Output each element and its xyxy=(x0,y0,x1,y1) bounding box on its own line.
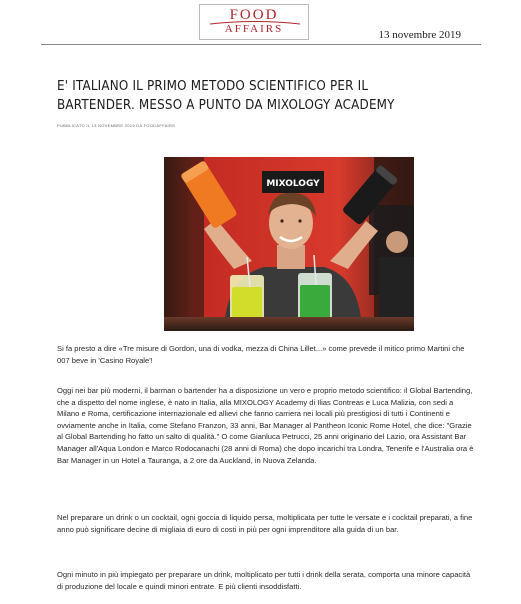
logo-word-affairs: AFFAIRS xyxy=(224,23,284,35)
article-headline: E' ITALIANO IL PRIMO METODO SCIENTIFICO PER IL BARTENDER. MESSO A PUNTO DA MIXOLOGY ACADEMY xyxy=(57,79,395,113)
food-affairs-logo[interactable] xyxy=(199,4,309,40)
masthead xyxy=(0,0,521,46)
article-photo xyxy=(164,157,414,331)
logo-word-food: FOOD xyxy=(229,7,279,23)
article-paragraph: Nel preparare un drink o un cocktail, ogni goccia di liquido persa, moltiplicata per tutte le versate e i cocktail preparati, a fine anno può significare decine di migliaia di euro di costi in più per ogni imprenditore alla guida di un bar. xyxy=(57,513,473,534)
article-paragraph: Si fa presto a dire «Tre misure di Gordon, una di vodka, mezza di China Lillet...» come prevede il mitico primo Martini che 007 beve in 'Casino Royale'! xyxy=(57,344,465,365)
bartender-photo-illustration xyxy=(164,157,414,331)
mixology-sign: MIXOLOGY xyxy=(266,179,320,189)
article-paragraph: Ogni minuto in più impiegato per preparare un drink, moltiplicato per tutti i drink della serata, comporta una minore capacità di produzione del locale e quindi minori entrate. E più clienti insoddisfatti. xyxy=(57,570,471,591)
masthead-divider xyxy=(41,44,481,45)
publication-date: 13 novembre 2019 xyxy=(378,29,461,41)
article-byline: PUBBLICATO IL 13 NOVEMBRE 2019 DA FOODAFFAIRS xyxy=(57,123,176,128)
article-paragraph: Oggi nei bar più moderni, il barman o bartender ha a disposizione un vero e proprio metodo scientifico: il Global Bartending, che a dispetto del nome inglese, è nato in Italia, alla MIXOLOGY Academy di Ilias Contreas e Luca Malizia, con sedi a Milano e Roma, certificazione internazionale ed allievi che fanno carriera nei locali più prestigiosi di tutti i Continenti e ovviamente anche in Italia, come Stefano Franzon, 33 anni, Bar Manager al Pantheon Iconic Rome Hotel, che dice: "Grazie al Global Bartending ho fatto un salto di qualità." O come Gianluca Petrucci, 25 anni originario del Lazio, ora Assistant Bar Manager all'Aqua London e Marco Rodocanachi (28 anni di Roma) che dopo incarichi tra Londra, Tenerife e l'Australia ora è Bar Manager in un Hotel a Tauranga, a 2 ore da Auckland, in Nuova Zelanda. xyxy=(57,386,474,465)
